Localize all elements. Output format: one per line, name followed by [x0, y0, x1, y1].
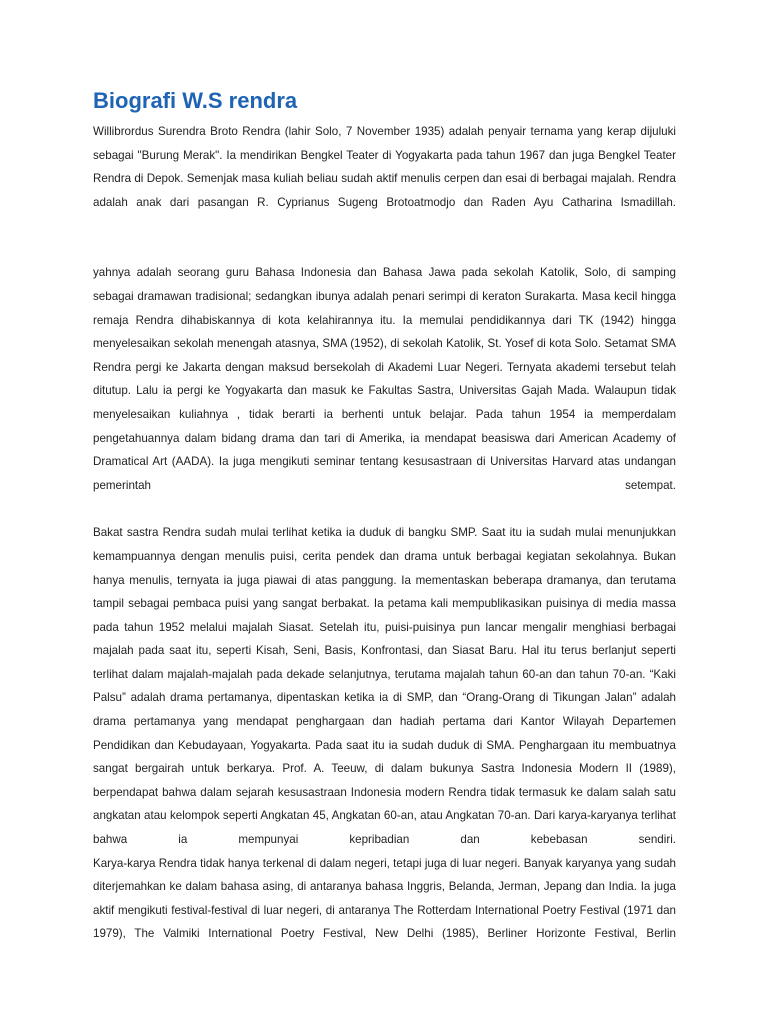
paragraph-intro: Willibrordus Surendra Broto Rendra (lahir Solo, 7 November 1935) adalah penyair ternama yang kerap dijuluki sebagai "Burung Merak". Ia mendirikan Bengkel Teater di Yogyakarta pada tahun 1967 dan juga Bengkel Teater Rendra di Depok. Semenjak masa kuliah beliau sudah aktif menulis cerpen dan esai di berbagai majalah. Rendra adalah anak dari pasangan R. Cyprianus Sugeng Brotoatmodjo dan Raden Ayu Catharina Ismadillah. [93, 125, 676, 209]
document-page [93, 84, 676, 946]
paragraph-gap [93, 497, 676, 521]
paragraph-international: Karya-karya Rendra tidak hanya terkenal di dalam negeri, tetapi juga di luar negeri. Banyak karyanya yang sudah diterjemahkan ke dalam bahasa asing, di antaranya bahasa Inggris, Belanda, Jerman, Jepang dan India. Ia juga aktif mengikuti festival-festival di luar negeri, di antaranya The Rotterdam International Poetry Festival (1971 dan 1979), The Valmiki International Poetry Festival, New Delhi (1985), Berliner Horizonte Festival, Berlin [93, 856, 676, 941]
paragraph-education: yahnya adalah seorang guru Bahasa Indonesia dan Bahasa Jawa pada sekolah Katolik, Solo, di samping sebagai dramawan tradisional; sedangkan ibunya adalah penari serimpi di keraton Surakarta. Masa kecil hingga remaja Rendra dihabiskannya di kota kelahirannya itu. Ia memulai pendidikannya dari TK (1942) hingga menyelesaikan sekolah menengah atasnya, SMA (1952), di sekolah Katolik, St. Yosef di kota Solo. Setamat SMA Rendra pergi ke Jakarta dengan maksud bersekolah di Akademi Luar Negeri. Ternyata akademi tersebut telah ditutup. Lalu ia pergi ke Yogyakarta dan masuk ke Fakultas Sastra, Universitas Gajah Mada. Walaupun tidak menyelesaikan kuliahnya , tidak berarti ia berhenti untuk belajar. Pada tahun 1954 ia memperdalam pengetahuannya dalam bidang drama dan tari di Amerika, ia mendapat beasiswa dari American Academy of Dramatical Art (AADA). Ia juga mengikuti seminar tentang kesusastraan di Universitas Harvard atas undangan pemerintah setempat. [93, 266, 676, 492]
document-title: Biografi W.S rendra [93, 88, 298, 113]
paragraph-talent: Bakat sastra Rendra sudah mulai terlihat ketika ia duduk di bangku SMP. Saat itu ia sudah mulai menunjukkan kemampuannya dengan menulis puisi, cerita pendek dan drama untuk berbagai kegiatan sekolahnya. Bukan hanya menulis, ternyata ia juga piawai di atas panggung. Ia mementaskan beberapa dramanya, dan terutama tampil sebagai pembaca puisi yang sangat berbakat. Ia petama kali mempublikasikan puisinya di media massa pada tahun 1952 melalui majalah Siasat. Setelah itu, puisi-puisinya pun lancar mengalir menghiasi berbagai majalah pada saat itu, seperti Kisah, Seni, Basis, Konfrontasi, dan Siasat Baru. Hal itu terus berlanjut seperti terlihat dalam majalah-majalah pada dekade selanjutnya, terutama majalah tahun 60-an dan tahun 70-an. “Kaki Palsu” adalah drama pertamanya, dipentaskan ketika ia di SMP, dan “Orang-Orang di Tikungan Jalan” adalah drama pertamanya yang mendapat penghargaan dan hadiah pertama dari Kantor Wilayah Departemen Pendidikan dan Kebudayaan, Yogyakarta. Pada saat itu ia sudah duduk di SMA. Penghargaan itu membuatnya sangat bergairah untuk berkarya. Prof. A. Teeuw, di dalam bukunya Sastra Indonesia Modern II (1989), berpendapat bahwa dalam sejarah kesusastraan Indonesia modern Rendra tidak termasuk ke dalam salah satu angkatan atau kelompok seperti Angkatan 45, Angkatan 60-an, atau Angkatan 70-an. Dari karya-karyanya terlihat bahwa ia mempunyai kepribadian dan kebebasan sendiri. [93, 526, 676, 847]
paragraph-gap [93, 214, 676, 261]
